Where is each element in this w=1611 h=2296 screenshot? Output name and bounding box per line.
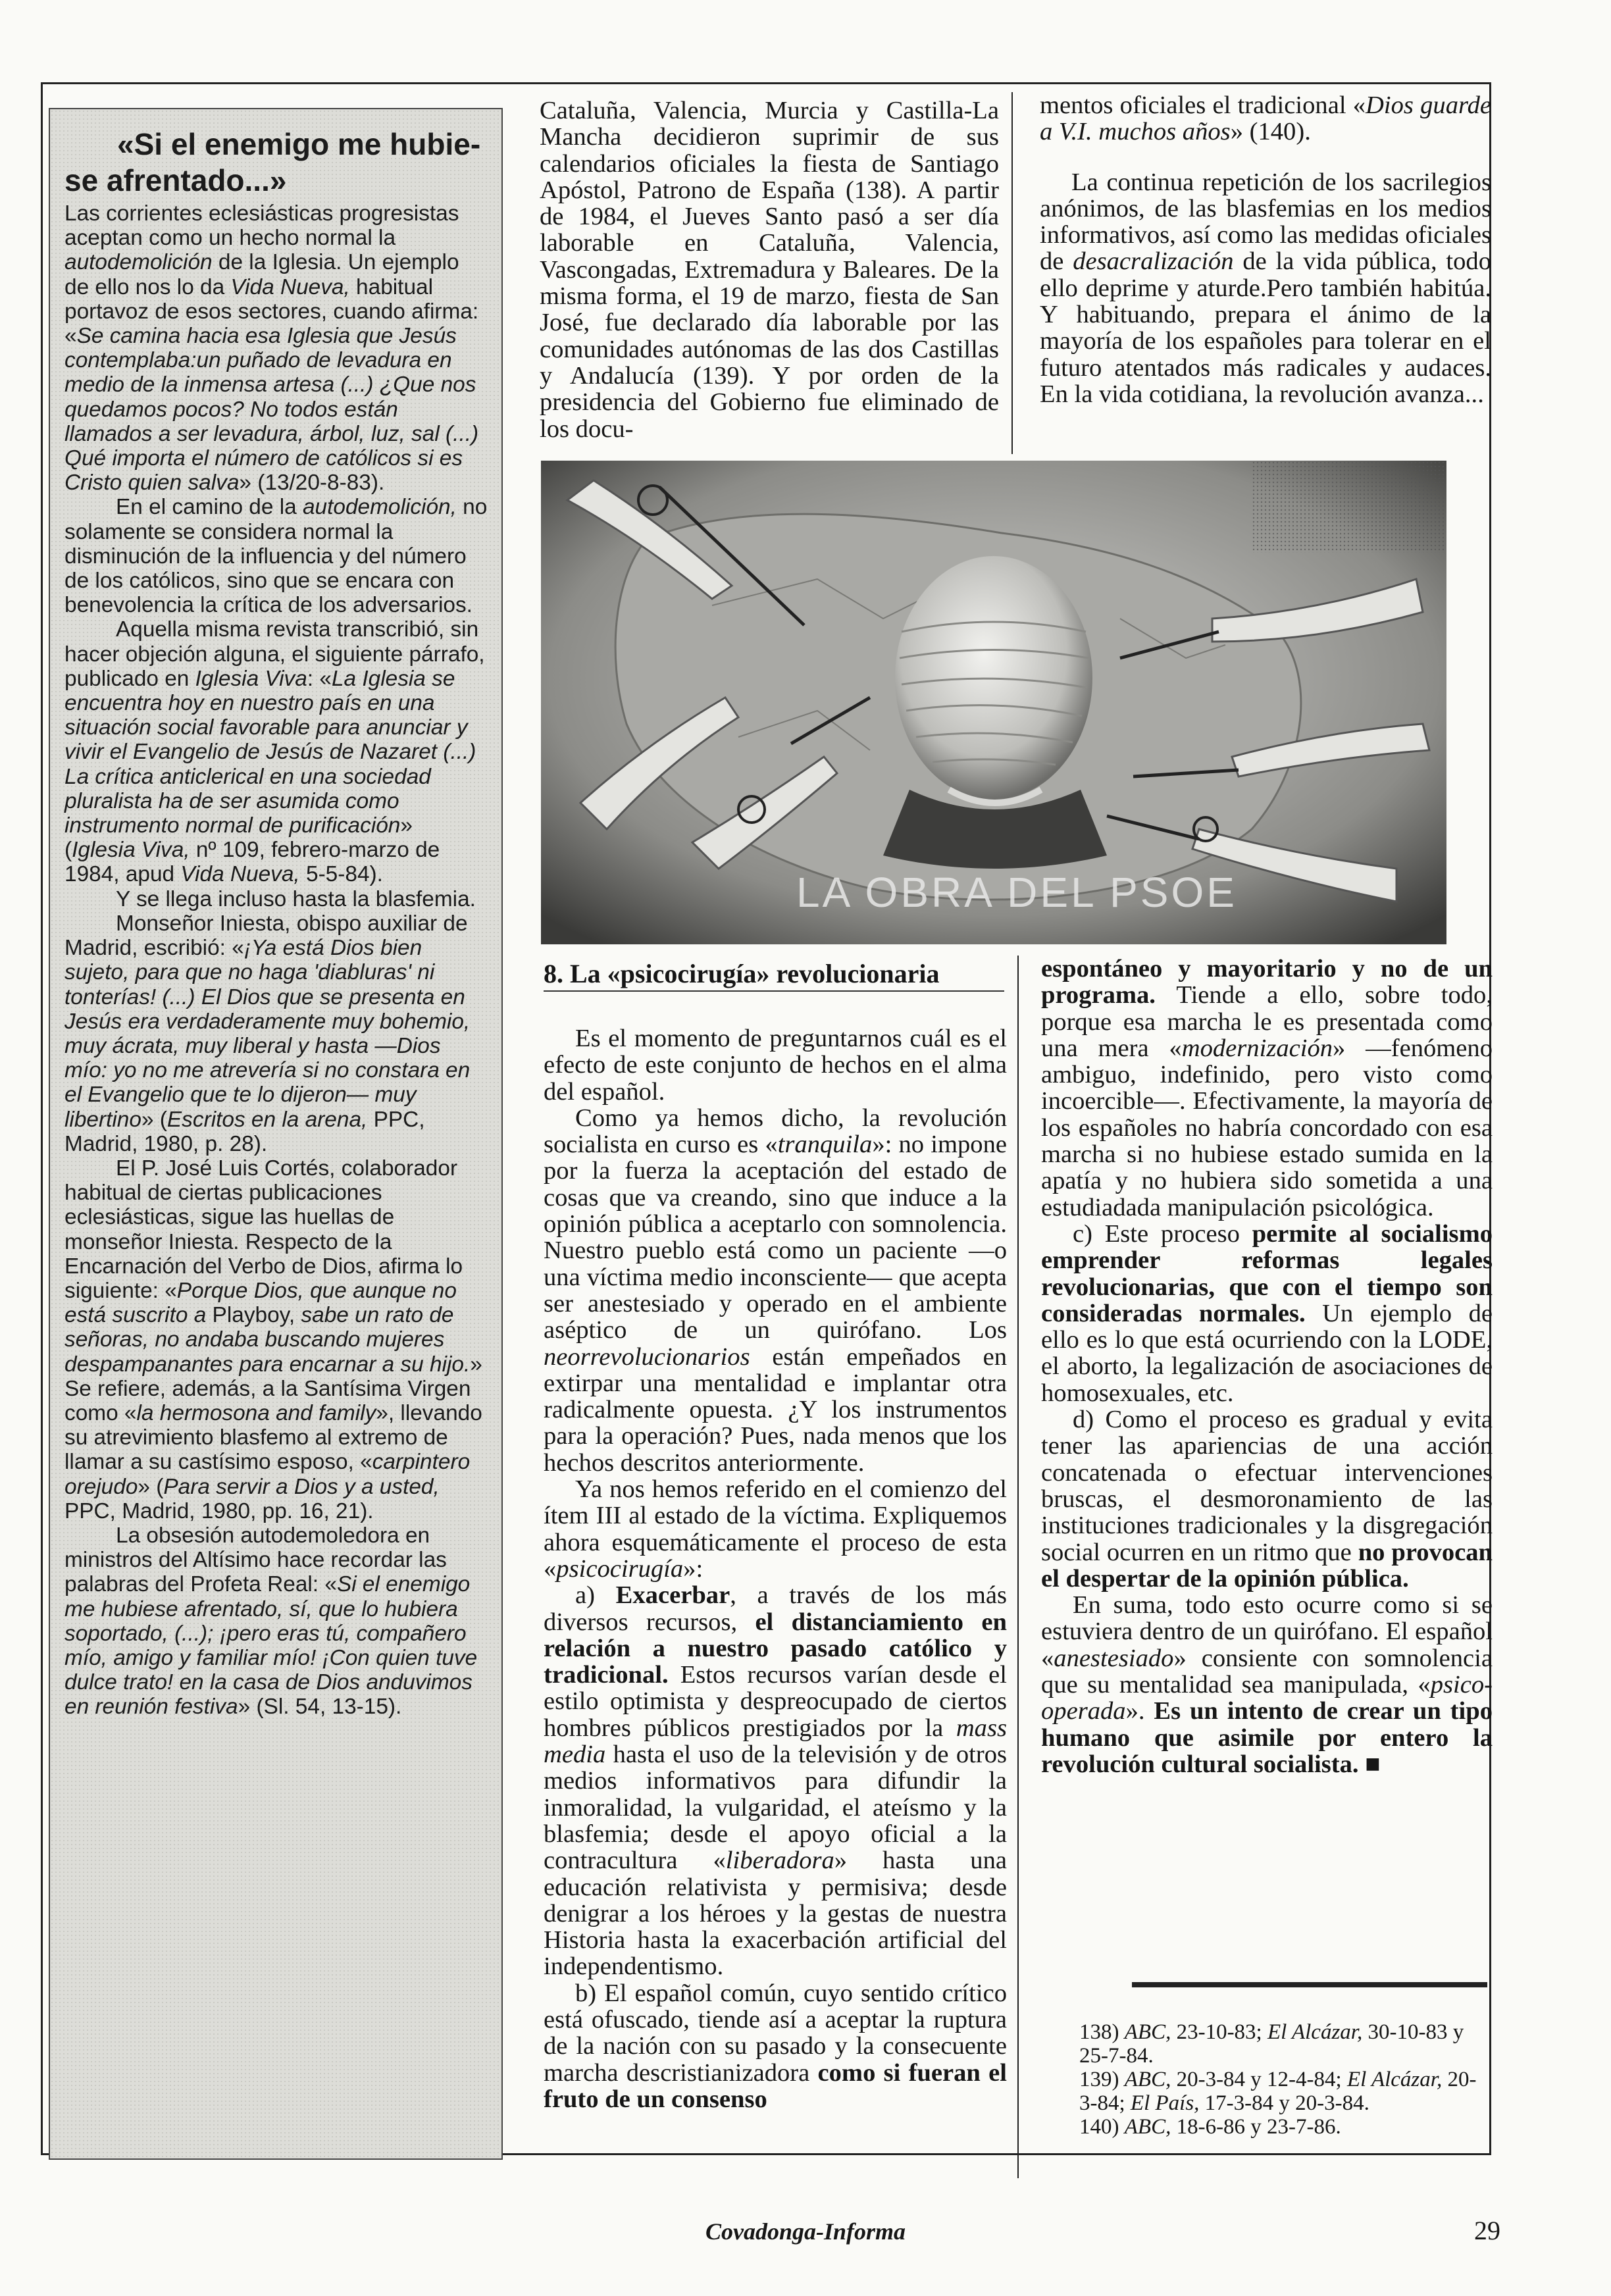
sidebar-paragraph: El P. José Luis Cortés, colaborador habitual de ciertas publicaciones eclesiásticas, sigue las huellas de monseñor Iniesta. Respecto de la Encarnación del Verbo de Dios, afirma lo siguiente: «Porque Dios, que aunque no está suscrito a Playboy, sabe un rato de señoras, no andaba buscando mujeres despampanantes para encarnar a su hijo.» Se refiere, además, a la Santísima Virgen como «la hermosona and family», llevando su atrevimiento blasfemo al extremo de llamar a su castísimo esposo, «carpintero orejudo» (Para servir a Dios y a usted, PPC, Madrid, 1980, pp. 16, 21). <box>64 1156 482 1523</box>
section-heading: 8. La «psicocirugía» revolucionaria <box>544 957 1004 992</box>
footnote-139: 139) ABC, 20-3-84 y 12-4-84; El Alcázar, 20-3-84; El País, 17-3-84 y 20-3-84. <box>1079 2068 1477 2115</box>
page-number: 29 <box>1474 2216 1500 2245</box>
sidebar-paragraph: En el camino de la autodemolición, no solamente se considera normal la disminución de la influencia y del número de los católicos, sino que se encara con benevolencia la crítica de los adversarios. <box>64 495 488 618</box>
body-paragraph: c) Este proceso permite al socialismo emprender reformas legales revolucionarias, que con el tiempo son consideradas normales. Un ejemplo de ello es lo que está ocurriendo con la LODE, el aborto, la legalización de asociaciones de homosexuales, etc. <box>1041 1219 1493 1407</box>
body-paragraph: La continua repetición de los sacrilegios anónimos, de las blasfemias en los medios informativos, así como las medidas oficiales de desacralización de la vida pública, todo ello deprime y aturde.Pero también habitúa. Y habituando, prepara el ánimo de la mayoría de los españoles para tolerar en el futuro atentados más radicales y audaces. En la vida cotidiana, la revolución avanza... <box>1040 168 1491 408</box>
column-top-middle <box>540 97 999 442</box>
body-paragraph: b) El español común, cuyo sentido crítico está ofuscado, tiende así a aceptar la ruptura de la nación con su pasado y la consecuente marcha descristianizadora como si fueran el fruto de un consenso <box>544 1979 1007 2113</box>
body-paragraph: mentos oficiales el tradicional «Dios guarde a V.I. muchos años» (140). <box>1040 91 1491 146</box>
sidebar-paragraph: Aquella misma revista transcribió, sin hacer objeción alguna, el siguiente párrafo, publicado en Iglesia Viva: «La Iglesia se encuentra hoy en nuestro país en una situación social favorable para anunciar y vivir el Evangelio de Jesús de Nazaret (...) La crítica anticlerical en una sociedad pluralista ha de ser asumida como instrumento normal de purificación» (Iglesia Viva, nº 109, febrero-marzo de 1984, apud Vida Nueva, 5-5-84). <box>64 617 485 887</box>
body-paragraph: Cataluña, Valencia, Murcia y Castilla-La Mancha decidieron suprimir de sus calendarios oficiales la fiesta de Santiago Apóstol, Patrono de España (138). A partir de 1984, el Jueves Santo pasó a ser día laborable en Cataluña, Valencia, Vascongadas, Extremadura y Baleares. De la misma forma, el 19 de marzo, fiesta de San José, fue declarado día laborable por las comunidades autónomas de las dos Castillas y Andalucía (139). Y por orden de la presidencia del Gobierno fue eliminado de los docu- <box>540 97 999 443</box>
body-paragraph: d) Como el proceso es gradual y evita tener las apariencias de una acción concatenada o efectuar intervenciones bruscas, el desmoronamiento de las instituciones tradicionales y la disgregación social ocurren en un ritmo que no provocan el despertar de la opinión pública. <box>1041 1406 1493 1593</box>
body-paragraph: espontáneo y mayoritario y no de un programa. Tiende a ello, sobre todo, porque esa marcha le es presentada como una mera «modernización» —fenómeno ambiguo, indefinido, pero visto como incoercible—. Efectivamente, la mayoría de los españoles no habría concordado con esa marcha si no hubiese estado sumida en la apatía y no hubiera sido sometida a una estudiadada manipulación psicológica. <box>1041 955 1493 1221</box>
column-bottom-right <box>1041 956 1493 1777</box>
column-bottom-left <box>544 1025 1007 2112</box>
sidebar-paragraph: Monseñor Iniesta, obispo auxiliar de Madrid, escribió: «¡Ya está Dios bien sujeto, para que no haga 'diabluras' ni tonterías! (...) El Dios que se presenta en Jesús era verdaderamente muy bohemio, muy ácrata, muy liberal y hasta —Dios mío: yo no me atrevería si no constara en el Evangelio que te lo dijeron— muy libertino» (Escritos en la arena, PPC, Madrid, 1980, p. 28). <box>64 911 471 1156</box>
footnote-rule <box>1132 1982 1487 1987</box>
column-divider <box>1017 956 1019 2178</box>
photo-caption: LA OBRA DEL PSOE <box>796 869 1237 916</box>
footnote-140: 140) ABC, 18-6-86 y 23-7-86. <box>1079 2115 1341 2139</box>
column-top-right <box>1040 92 1491 407</box>
sidebar-title: «Si el enemigo me hubie- se afrentado...» <box>64 127 481 197</box>
sidebar-paragraph: Las corrientes eclesiásticas progresistas aceptan como un hecho normal la autodemolición de la Iglesia. Un ejemplo de ello nos lo da Vida Nueva, habitual portavoz de esos sectores, cuando afirma: «Se camina hacia esa Iglesia que Jesús contemplaba:un puñado de levadura en medio de la inmensa artesa (...) ¿Que nos quedamos pocos? No todos están llamados a ser levadura, árbol, luz, sal (...) Qué importa el número de católicos si es Cristo quien salva» (13/20-8-83). <box>64 201 479 496</box>
body-paragraph: a) Exacerbar, a través de los más diversos recursos, el distanciamiento en relación a nuestro pasado católico y tradicional. Estos recursos varían desde el estilo optimista y despreocupado de ciertos hombres públicos prestigiados por la mass media hasta el uso de la televisión y de otros medios informativos para difundir la inmoralidad, la vulgaridad, el ateísmo y la blasfemia; desde el apoyo oficial a la contracultura «liberadora» hasta una educación relativista y permisiva; desde denigrar a los héroes y la gestas de nuestra Historia hasta la exacerbación artificial del independentismo. <box>544 1581 1007 1981</box>
body-paragraph: Ya nos hemos referido en el comienzo del ítem III al estado de la víctima. Expliquemos ahora esquemáticamente el proceso de esta «psicocirugía»: <box>544 1475 1007 1583</box>
page-footer <box>0 2218 1611 2257</box>
body-paragraph: En suma, todo esto ocurre como si se estuviera dentro de un quirófano. El español «anestesiado» consiente con somnolencia que su mentalidad sea manipulada, «psico-operada». Es un intento de crear un tipo humano que asimile por entero la revolución cultural socialista. ■ <box>1041 1591 1493 1778</box>
sidebar-box <box>49 108 503 2160</box>
column-divider <box>1011 92 1013 454</box>
sidebar-paragraph: Y se llega incluso hasta la blasfemia. <box>116 886 476 911</box>
footnote-138: 138) ABC, 23-10-83; El Alcázar, 30-10-83 y 25-7-84. <box>1079 2020 1464 2068</box>
footnotes <box>1079 2020 1487 2139</box>
magazine-name: Covadonga-Informa <box>705 2218 906 2245</box>
body-paragraph: Es el momento de preguntarnos cuál es el efecto de este conjunto de hechos en el alma del español. <box>544 1025 1007 1106</box>
surgery-illustration <box>541 461 1446 944</box>
body-paragraph: Como ya hemos dicho, la revolución socialista en curso es «tranquila»: no impone por la fuerza la aceptación del estado de cosas que va creando, sino que induce a la opinión pública a aceptarlo con somnolencia. Nuestro pueblo está como un paciente —o una víctima medio inconsciente— que acepta ser anestesiado y operado en el ambiente aséptico de un quirófano. Los neorrevolucionarios están empeñados en extirpar una mentalidad e implantar otra radicalmente opuesta. ¿Y los instrumentos para la operación? Pues, nada menos que los hechos descritos anteriormente. <box>544 1104 1007 1477</box>
sidebar-paragraph: La obsesión autodemoledora en ministros del Altísimo hace recordar las palabras del Profeta Real: «Si el enemigo me hubiese afrentado, sí, que lo hubiera soportado, (...); ¡pero eras tú, compañero mío, amigo y familiar mío! ¡Con quien tuve dulce trato! en la casa de Dios anduvimos en reunión festiva» (Sl. 54, 13-15). <box>64 1523 478 1720</box>
illustration-photo <box>541 461 1446 944</box>
